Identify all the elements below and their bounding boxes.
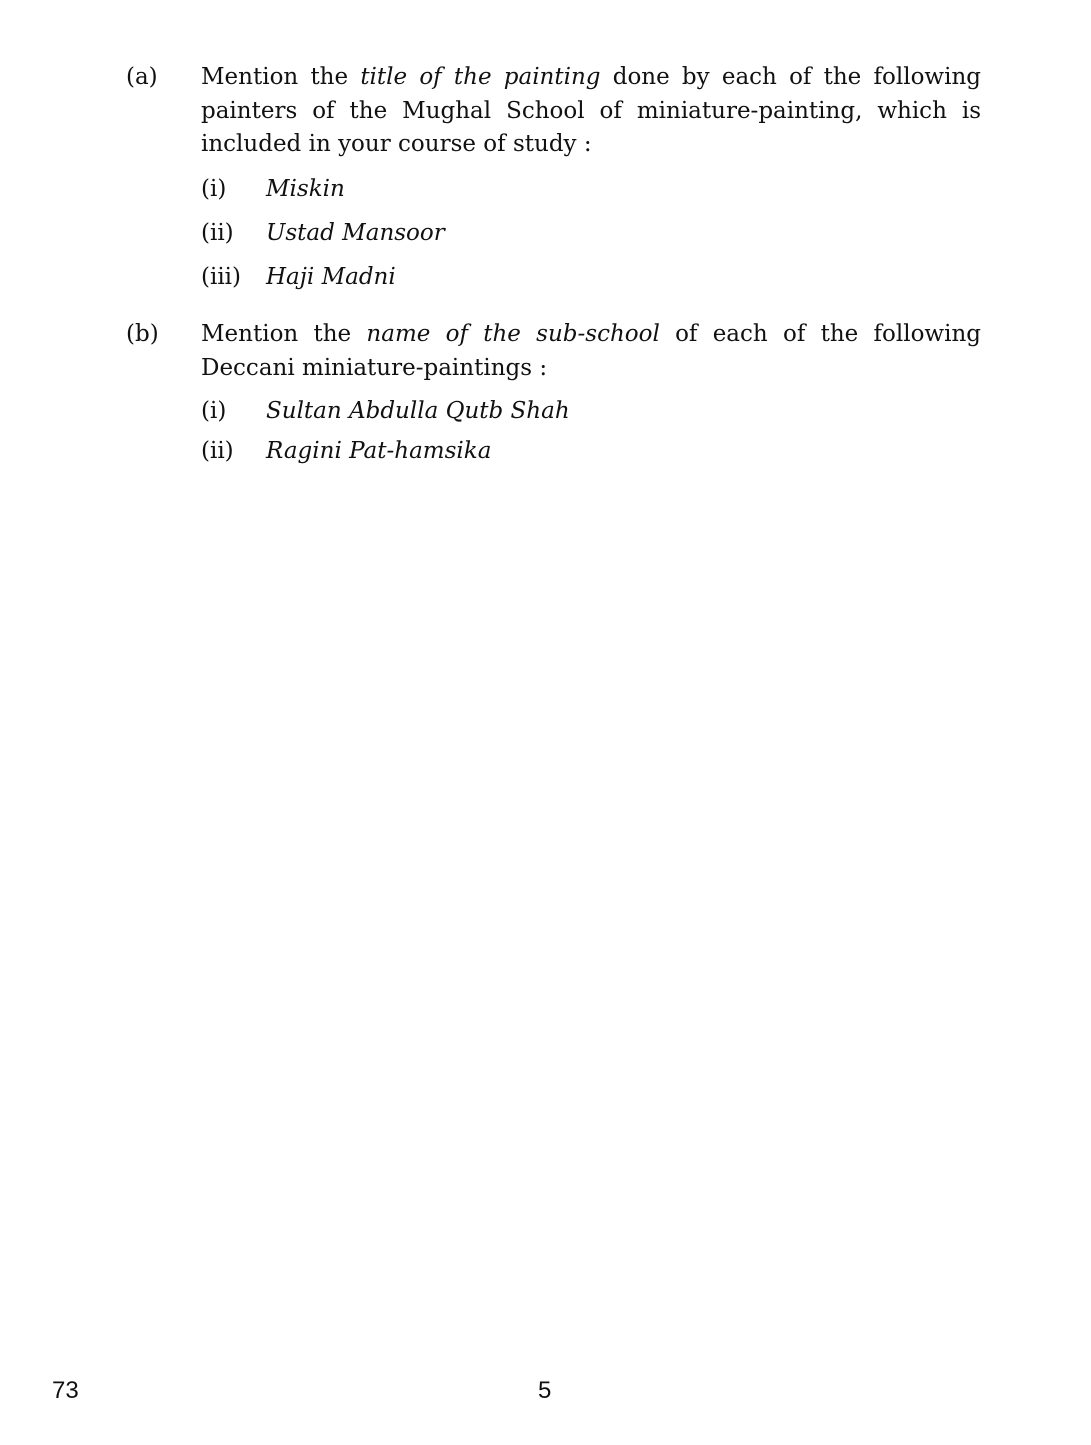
painter-name: Ustad Mansoor bbox=[266, 219, 445, 246]
painting-name: Sultan Abdulla Qutb Shah bbox=[266, 398, 570, 424]
list-item bbox=[201, 216, 981, 250]
question-b-label: (b) bbox=[126, 321, 159, 347]
question-a-items bbox=[126, 172, 981, 294]
paper-code: 73 bbox=[52, 1377, 79, 1404]
item-number: (i) bbox=[201, 398, 227, 424]
page-number: 5 bbox=[538, 1377, 552, 1404]
question-a-text-before: Mention the bbox=[201, 64, 361, 90]
question-b-text-after: of each of the following Deccani miniature-paintings : bbox=[201, 321, 981, 381]
list-item bbox=[201, 434, 981, 468]
item-number: (ii) bbox=[201, 219, 234, 246]
question-b bbox=[126, 318, 981, 468]
question-b-text-emphasis: name of the sub-school bbox=[366, 321, 660, 347]
list-item bbox=[201, 260, 981, 294]
question-b-text-before: Mention the bbox=[201, 321, 367, 347]
question-a-text bbox=[201, 61, 981, 162]
item-number: (iii) bbox=[201, 263, 242, 290]
question-a-label: (a) bbox=[126, 64, 158, 90]
question-a-text-emphasis: title of the painting bbox=[360, 64, 601, 90]
question-b-items bbox=[126, 394, 981, 468]
question-b-text bbox=[201, 318, 981, 385]
item-number: (i) bbox=[201, 175, 227, 202]
painter-name: Haji Madni bbox=[266, 263, 396, 290]
question-a-text-after: done by each of the following painters of the Mughal School of miniature-painting, which is included in your course of study : bbox=[201, 64, 981, 157]
list-item bbox=[201, 172, 981, 206]
question-a bbox=[126, 61, 981, 294]
painter-name: Miskin bbox=[266, 175, 345, 202]
list-item bbox=[201, 394, 981, 428]
item-number: (ii) bbox=[201, 438, 234, 464]
painting-name: Ragini Pat-hamsika bbox=[266, 438, 492, 464]
